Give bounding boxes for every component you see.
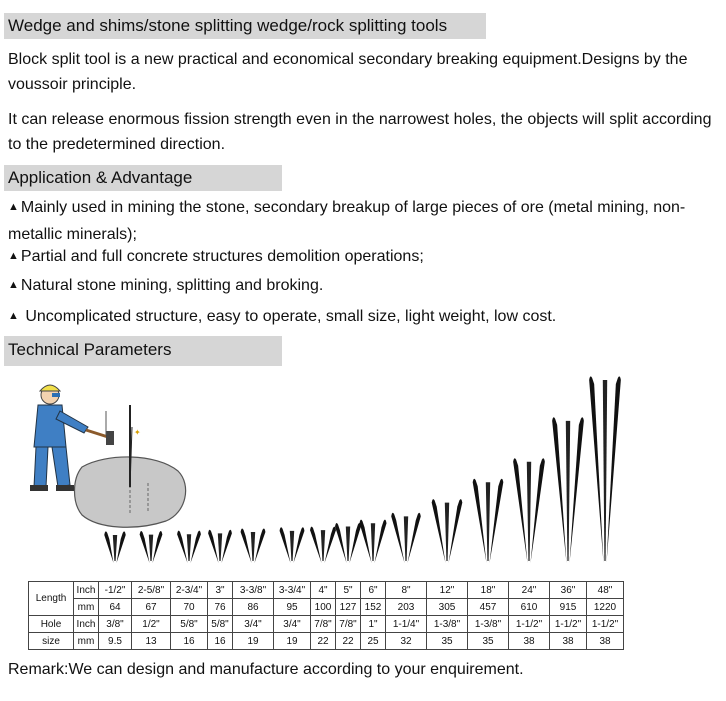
wedge-center xyxy=(566,421,570,561)
table-cell: 19 xyxy=(274,633,311,650)
unit-label: Inch xyxy=(74,616,99,633)
table-cell: 3/8" xyxy=(99,616,132,633)
shim-right xyxy=(117,531,126,563)
table-cell: 1" xyxy=(361,616,386,633)
wedge-set-icon xyxy=(360,520,387,563)
table-cell: 22 xyxy=(336,633,361,650)
table-row xyxy=(29,599,624,616)
triangle-bullet-icon: ▲ xyxy=(8,310,19,322)
bullet-item xyxy=(8,304,724,331)
table-cell: 9.5 xyxy=(99,633,132,650)
length-label: Length xyxy=(29,582,74,616)
table-cell: 7/8" xyxy=(311,616,336,633)
table-cell: 5/8" xyxy=(208,616,233,633)
table-cell: 3-3/4" xyxy=(274,582,311,599)
table-cell: 38 xyxy=(587,633,624,650)
wedge-set-icon xyxy=(177,531,201,563)
table-cell: 16 xyxy=(171,633,208,650)
table-cell: 3/4" xyxy=(274,616,311,633)
table-cell: 38 xyxy=(509,633,550,650)
shim-right xyxy=(449,499,463,563)
shim-left xyxy=(310,527,321,563)
description-paragraph: It can release enormous fission strength even in the narrowest holes, the objects will split according to the predetermined direction. xyxy=(8,111,712,153)
section-heading-application: Application & Advantage xyxy=(4,165,282,191)
wedge-center xyxy=(404,516,408,561)
table-cell: 32 xyxy=(386,633,427,650)
shim-right xyxy=(255,528,266,563)
table-cell: 4" xyxy=(311,582,336,599)
table-cell: 18" xyxy=(468,582,509,599)
wedge-center xyxy=(187,534,191,561)
bullet-text: Partial and full concrete structures demolition operations; xyxy=(20,248,424,265)
wedge-set-icon xyxy=(335,523,361,563)
wedge-center xyxy=(113,535,117,561)
shim-right xyxy=(375,520,387,563)
wedge-center xyxy=(527,462,531,561)
table-cell: 16 xyxy=(208,633,233,650)
triangle-bullet-icon: ▲ xyxy=(8,250,19,262)
shim-right xyxy=(531,458,545,563)
table-cell: 610 xyxy=(509,599,550,616)
shim-right xyxy=(408,513,421,563)
wedge-center xyxy=(445,503,449,561)
table-cell: 2-5/8" xyxy=(132,582,171,599)
table-cell: 1220 xyxy=(587,599,624,616)
table-cell: 38 xyxy=(550,633,587,650)
bullet-text: Uncomplicated structure, easy to operate, small size, light weight, low cost. xyxy=(20,308,557,325)
table-cell: 24" xyxy=(509,582,550,599)
table-cell: 19 xyxy=(233,633,274,650)
bullet-item xyxy=(8,195,724,247)
table-cell: 127 xyxy=(336,599,361,616)
table-row xyxy=(29,616,624,633)
wedge-set-icon xyxy=(280,527,305,563)
wedge-set-icon xyxy=(310,527,336,563)
shim-left xyxy=(513,458,527,563)
unit-label: mm xyxy=(74,633,99,650)
wedge-center xyxy=(290,531,294,561)
wedge-set-icon xyxy=(473,479,504,563)
table-cell: 1-1/2" xyxy=(587,616,624,633)
shim-left xyxy=(589,376,603,563)
table-cell: 1-1/4" xyxy=(386,616,427,633)
table-cell: 100 xyxy=(311,599,336,616)
table-cell: 67 xyxy=(132,599,171,616)
hole-label: Hole xyxy=(29,616,74,633)
table-cell: 2-3/4" xyxy=(171,582,208,599)
table-cell: 36" xyxy=(550,582,587,599)
shim-right xyxy=(191,531,201,563)
shim-right xyxy=(294,527,305,563)
table-cell: 1/2" xyxy=(132,616,171,633)
shim-left xyxy=(280,527,291,563)
shim-right xyxy=(490,479,504,563)
wedge-center xyxy=(149,535,153,561)
shim-right xyxy=(607,376,621,563)
table-cell: 22 xyxy=(311,633,336,650)
wedge-series xyxy=(104,376,621,563)
shim-right xyxy=(350,523,361,563)
table-cell: 76 xyxy=(208,599,233,616)
wedge-center xyxy=(251,532,255,561)
bullet-text: Mainly used in mining the stone, secondary breakup of large pieces of ore (metal mining, non-metallic minerals); xyxy=(8,199,686,243)
table-cell: 12" xyxy=(427,582,468,599)
wedge-set-icon xyxy=(589,376,621,563)
table-cell: 5/8" xyxy=(171,616,208,633)
triangle-bullet-icon: ▲ xyxy=(8,201,19,213)
parameters-table xyxy=(28,581,624,650)
shim-left xyxy=(360,520,372,563)
wedge-set-icon xyxy=(432,499,463,563)
table-cell: 457 xyxy=(468,599,509,616)
table-cell: -1/2" xyxy=(99,582,132,599)
wedge-center xyxy=(486,482,490,561)
table-row xyxy=(29,633,624,650)
table-cell: 1-3/8" xyxy=(468,616,509,633)
wedge-set-icon xyxy=(104,531,125,563)
svg-text:✦: ✦ xyxy=(134,428,141,437)
table-cell: 3/4" xyxy=(233,616,274,633)
table-cell: 1-3/8" xyxy=(427,616,468,633)
bullet-text: Natural stone mining, splitting and broking. xyxy=(20,277,324,294)
bullet-item xyxy=(8,273,724,300)
wedge-set-icon xyxy=(552,417,584,563)
table-cell: 3-3/8" xyxy=(233,582,274,599)
table-cell: 8" xyxy=(386,582,427,599)
table-cell: 1-1/2" xyxy=(550,616,587,633)
shim-right xyxy=(153,531,163,563)
table-cell: 86 xyxy=(233,599,274,616)
shim-left xyxy=(335,523,346,563)
table-cell: 13 xyxy=(132,633,171,650)
table-cell: 3" xyxy=(208,582,233,599)
table-cell: 64 xyxy=(99,599,132,616)
table-cell: 915 xyxy=(550,599,587,616)
shim-left xyxy=(552,417,566,563)
worker-illustration xyxy=(30,385,186,527)
wedge-set-icon xyxy=(208,530,232,563)
size-label: size xyxy=(29,633,74,650)
wedge-set-icon xyxy=(391,513,421,563)
table-cell: 35 xyxy=(468,633,509,650)
table-cell: 25 xyxy=(361,633,386,650)
table-cell: 48" xyxy=(587,582,624,599)
shim-left xyxy=(391,513,404,563)
shim-left xyxy=(241,528,252,563)
unit-label: Inch xyxy=(74,582,99,599)
intro-paragraph: Block split tool is a new practical and economical secondary breaking equipment.Designs by the voussoir principle. xyxy=(8,51,688,93)
shim-left xyxy=(104,531,113,563)
wedge-set-icon xyxy=(140,531,163,563)
section-heading-title: Wedge and shims/stone splitting wedge/rock splitting tools xyxy=(4,13,486,39)
wedge-figure xyxy=(26,375,666,575)
table-cell: 70 xyxy=(171,599,208,616)
table-cell: 35 xyxy=(427,633,468,650)
section-heading-parameters: Technical Parameters xyxy=(4,336,282,366)
table-cell: 1-1/2" xyxy=(509,616,550,633)
table-cell: 305 xyxy=(427,599,468,616)
triangle-bullet-icon: ▲ xyxy=(8,279,19,291)
wedge-center xyxy=(371,523,375,561)
shim-left xyxy=(177,531,187,563)
wedge-center xyxy=(603,380,607,561)
table-cell: 95 xyxy=(274,599,311,616)
table-cell: 152 xyxy=(361,599,386,616)
shim-left xyxy=(140,531,150,563)
wedge-center xyxy=(346,527,350,561)
shim-left xyxy=(208,530,218,563)
shim-right xyxy=(570,417,584,563)
table-cell: 7/8" xyxy=(336,616,361,633)
shim-right xyxy=(325,527,336,563)
table-cell: 6" xyxy=(361,582,386,599)
unit-label: mm xyxy=(74,599,99,616)
shim-left xyxy=(432,499,446,563)
table-cell: 203 xyxy=(386,599,427,616)
wedge-set-icon xyxy=(241,528,266,563)
table-row xyxy=(29,582,624,599)
wedge-set-icon xyxy=(513,458,545,563)
shim-right xyxy=(222,530,232,563)
shim-left xyxy=(473,479,487,563)
table-cell: 5" xyxy=(336,582,361,599)
wedge-center xyxy=(321,530,325,561)
bullet-item xyxy=(8,244,724,271)
wedge-center xyxy=(218,533,222,561)
remark-text: Remark:We can design and manufacture according to your enquirement. xyxy=(8,661,524,678)
